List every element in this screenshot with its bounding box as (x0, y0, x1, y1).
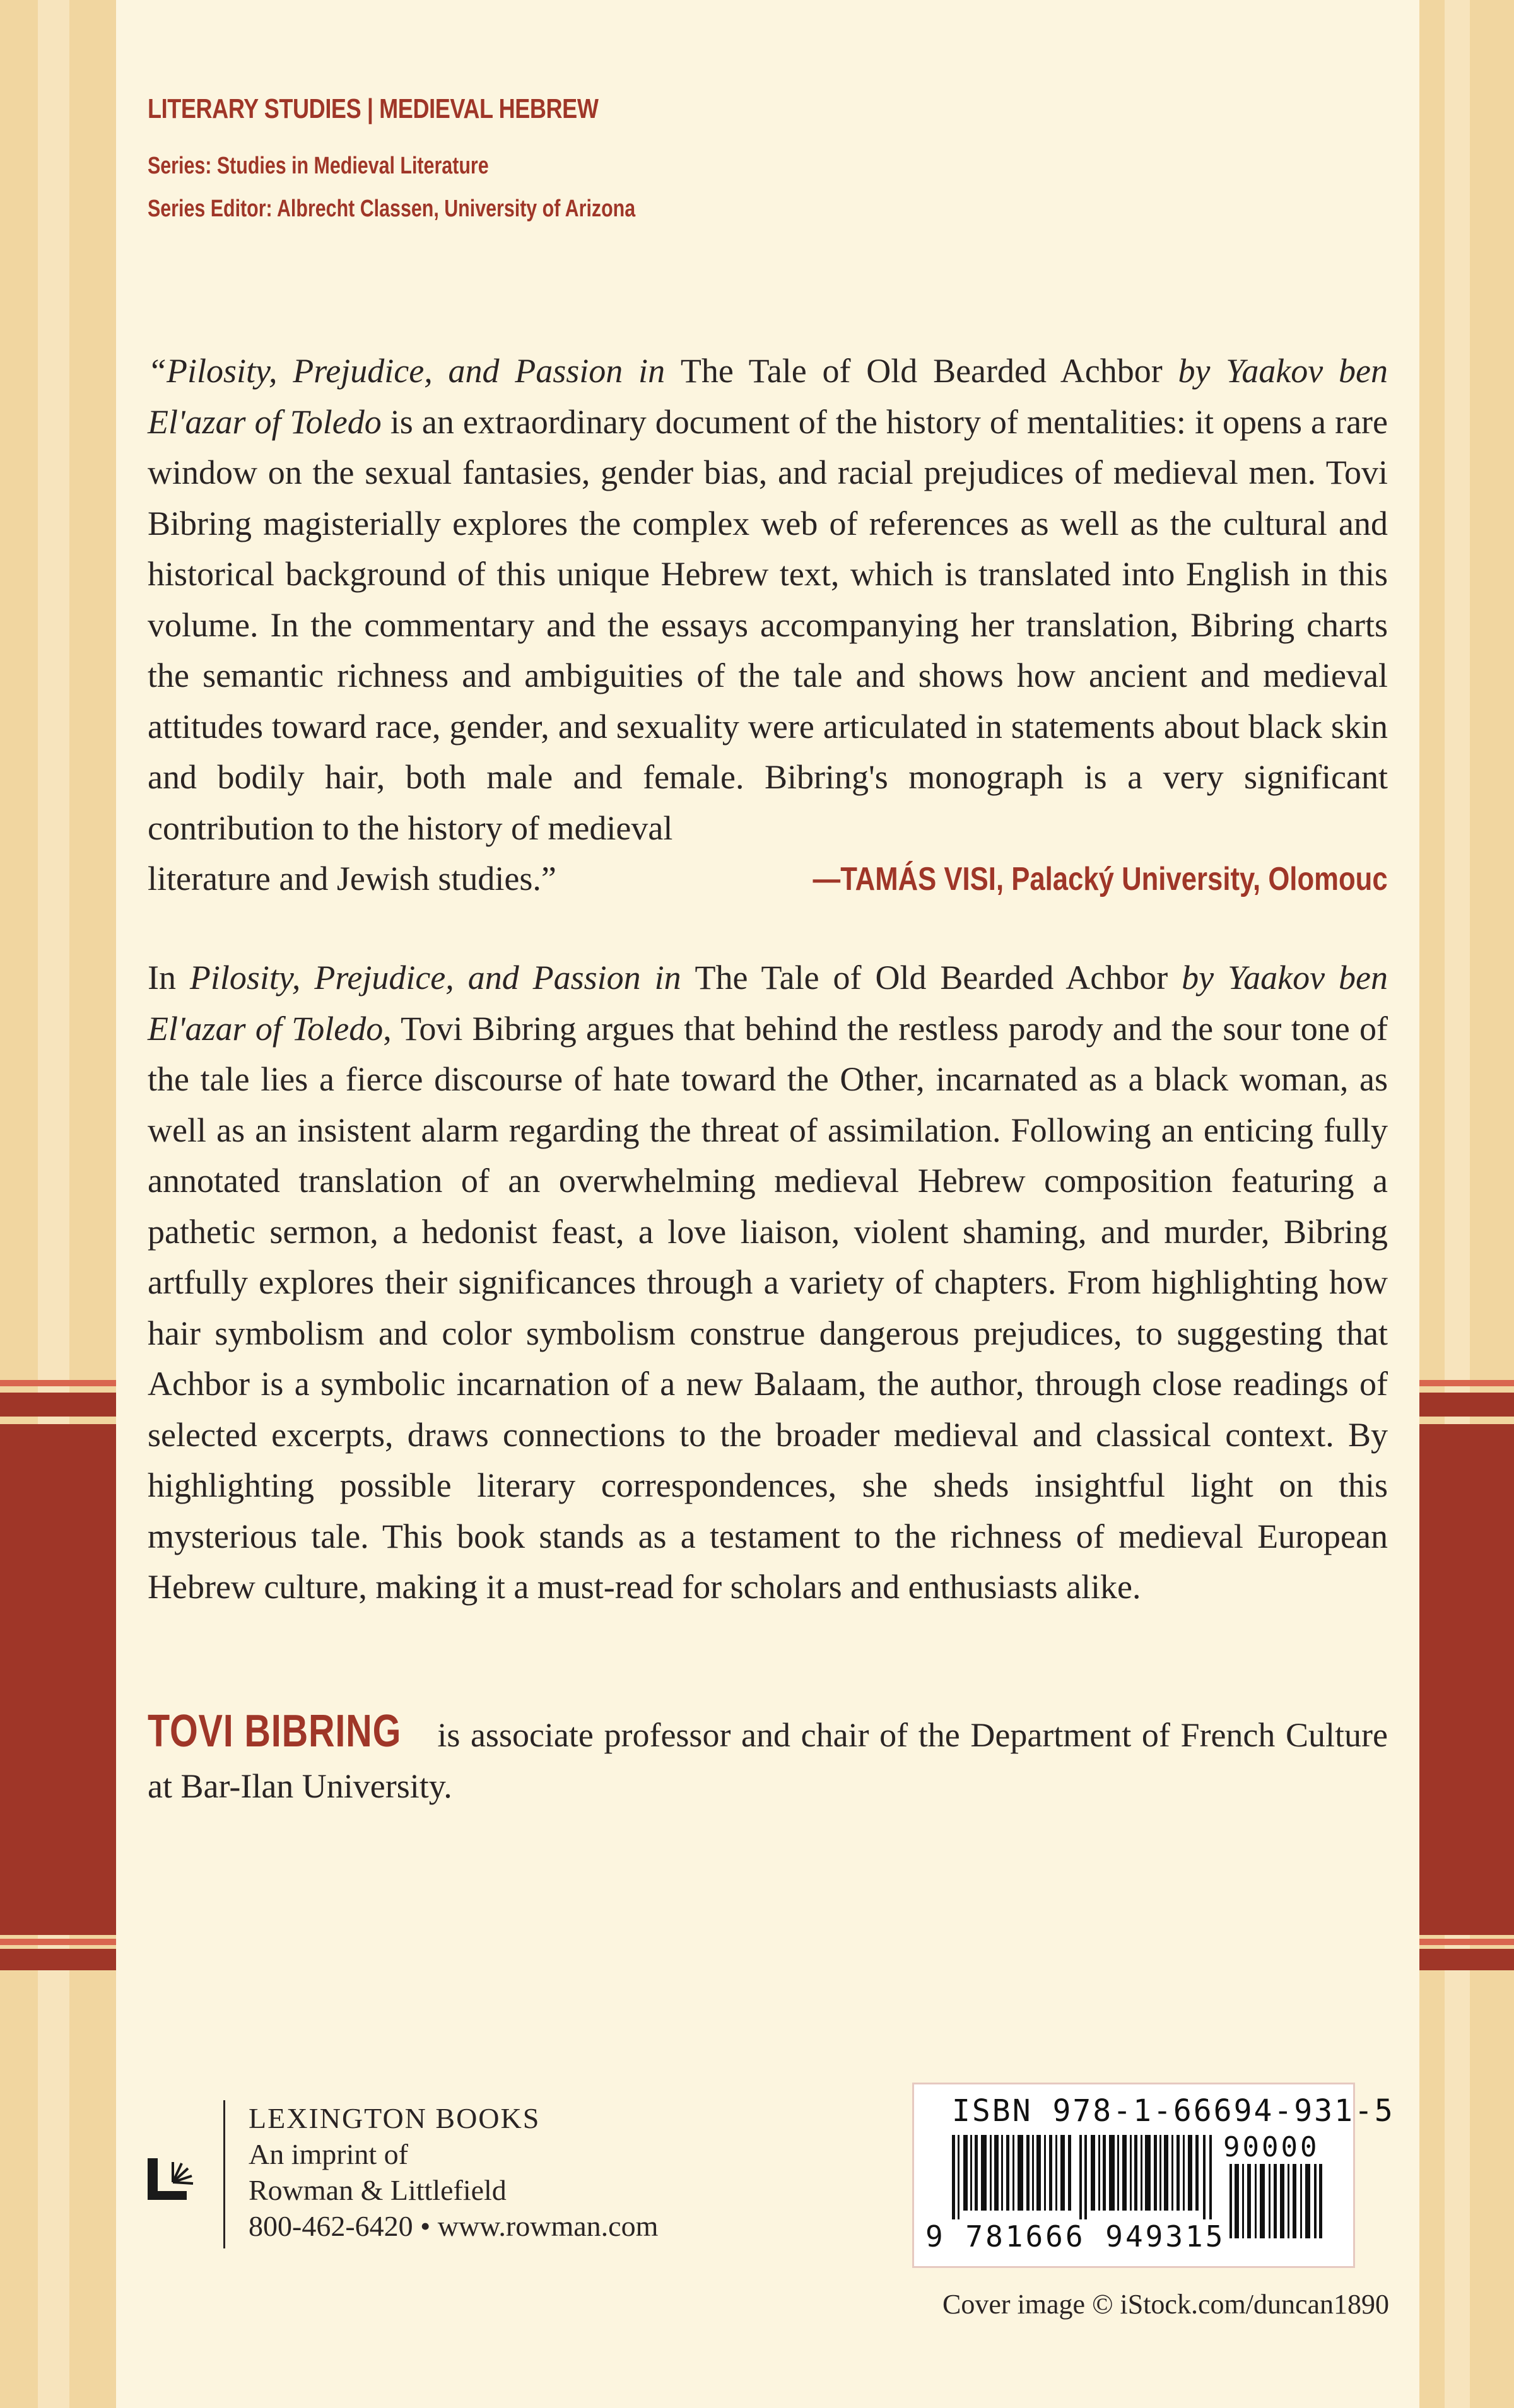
left-border (0, 0, 116, 2408)
left-band-lower (0, 1949, 116, 1970)
quote-italic-by: by Yaakov ben El'azar of Toledo (148, 352, 1388, 441)
right-border-stripe (1445, 0, 1470, 2408)
desc-italic-title: Pilosity, Prejudice, and Passion in (189, 959, 695, 997)
left-border-stripe (38, 0, 69, 2408)
publisher-divider (223, 2100, 225, 2248)
right-band-line-top (1419, 1380, 1514, 1386)
publisher-text (249, 2100, 658, 2244)
right-band-line-bottom (1419, 1939, 1514, 1945)
isbn-barcode (912, 2083, 1395, 2268)
left-band-line-top (0, 1380, 116, 1386)
series-label: Series: Studies in Medieval Literature (148, 153, 489, 179)
quote-last: literature and Jewish studies.” (148, 860, 556, 897)
author-name: TOVI BIBRING (148, 1706, 402, 1756)
cover-image-credit: Cover image © iStock.com/duncan1890 (942, 2289, 1389, 2320)
barcode-addon-bars-icon (1229, 2164, 1324, 2238)
right-band-lower (1419, 1949, 1514, 1970)
left-band-upper (0, 1393, 116, 1417)
quote-italic-open: “Pilosity, Prejudice, and Passion in (148, 352, 681, 390)
endorsement-quote (148, 346, 1388, 905)
quote-last-line (148, 853, 1388, 905)
left-band-main (0, 1424, 116, 1935)
barcode-addon: 90000 (1223, 2131, 1320, 2163)
barcode-bars-icon (952, 2135, 1217, 2223)
quote-book-title: The Tale of Old Bearded Achbor (680, 352, 1163, 390)
book-description (148, 952, 1388, 1613)
quote-attribution: —TAMÁS VISI, Palacký University, Olomouc (813, 861, 1388, 897)
back-cover-panel (116, 0, 1419, 2408)
barcode-digits: 9 781666 949315 (925, 2219, 1226, 2253)
right-band-main (1419, 1424, 1514, 1935)
quote-body: is an extraordinary document of the history of mentalities: it opens a rare window on the sexual fantasies, gender bias, and racial prejudices of medieval men. Tovi Bibring magisterially explores the complex web of references as well as the cultural and historical background of this unique Hebrew text, which is translated into English in this volume. In the commentary and the essays accompanying her translation, Bibring charts the semantic richness and ambiguities of the tale and shows how ancient and medieval attitudes toward race, gender, and sexuality were articulated in statements about black skin and bodily hair, both male and female. Bibring's monograph is a very significant contribution to the history of medieval (148, 402, 1388, 847)
desc-italic-by: by Yaakov ben El'azar of Toledo (148, 959, 1388, 1048)
publisher-block (148, 2100, 715, 2252)
author-bio-text: is associate professor and chair of the Department of French Culture at Bar-Ilan University. (148, 1716, 1388, 1805)
lexington-logo-icon (148, 2144, 204, 2207)
left-band-line-bottom (0, 1939, 116, 1945)
publisher-contact: 800-462-6420 • www.rowman.com (249, 2210, 659, 2242)
author-bio (148, 1706, 1388, 1811)
category-label: LITERARY STUDIES | MEDIEVAL HEBREW (148, 93, 599, 124)
publisher-imprint-line: An imprint of (249, 2138, 408, 2170)
right-band-upper (1419, 1393, 1514, 1417)
desc-book-title: The Tale of Old Bearded Achbor (695, 959, 1168, 997)
publisher-parent: Rowman & Littlefield (249, 2174, 507, 2206)
right-border (1419, 0, 1514, 2408)
isbn-text: ISBN 978-1-66694-931-5 (952, 2093, 1395, 2129)
series-editor-label: Series Editor: Albrecht Classen, University of Arizona (148, 196, 636, 222)
publisher-name: LEXINGTON BOOKS (249, 2102, 541, 2134)
desc-body: , Tovi Bibring argues that behind the restless parody and the sour tone of the tale lies a fierce discourse of hate toward the Other, incarnated as a black woman, as well as an insistent alarm regarding the threat of assimilation. Following an enticing fully annotated translation of an overwhelming medieval Hebrew composition featuring a pathetic sermon, a hedonist feast, a love liaison, violent shaming, and murder, Bibring artfully explores their significances through a variety of chapters. From highlighting how hair symbolism and color symbolism construe dangerous prejudices, to suggesting that Achbor is a symbolic incarnation of a new Balaam, the author, through close readings of selected excerpts, draws connections to the broader medieval and classical context. By highlighting possible literary correspondences, she sheds insightful light on this mysterious tale. This book stands as a testament to the richness of medieval European Hebrew culture, making it a must-read for scholars and enthusiasts alike. (148, 1009, 1388, 1606)
desc-lead: In (148, 959, 190, 997)
